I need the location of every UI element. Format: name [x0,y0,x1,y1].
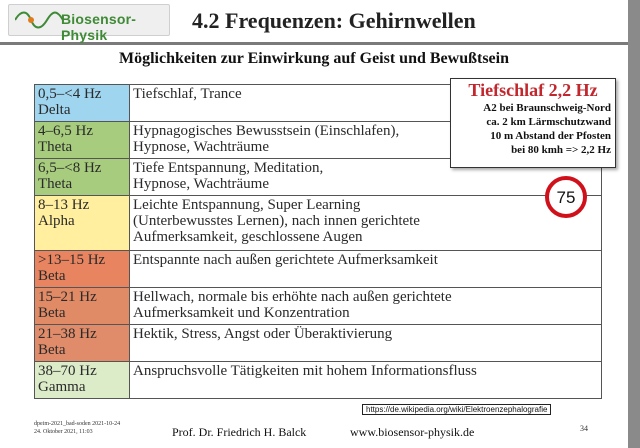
table-row [35,325,602,362]
freq-cell: 0,5–<4 Hz Delta [35,85,130,122]
table-row [35,251,602,288]
freq-cell: 6,5–<8 Hz Theta [35,159,130,196]
desc-cell: Hektik, Stress, Angst oder Überaktivierung [130,325,602,362]
info-line: 10 m Abstand der Pfosten [490,130,611,142]
footer-meta: dpeim-2021_bad-soden 2021-10-24 24. Oktober 2021, 11:03 [34,421,121,435]
desc-cell: Hellwach, normale bis erhöhte nach außen gerichtete Aufmerksamkeit und Konzentration [130,288,602,325]
freq-cell: >13–15 Hz Beta [35,251,130,288]
table-row [35,196,602,251]
freq-cell: 8–13 Hz Alpha [35,196,130,251]
sine-wave-icon [15,10,63,30]
desc-cell: Leichte Entspannung, Super Learning (Unterbewusstes Lernen), nach innen gerichtete Aufmerksamkeit, geschlossene Augen [130,196,602,251]
freq-cell: 38–70 Hz Gamma [35,362,130,399]
desc-cell: Tiefe Entspannung, Meditation, Hypnose, Wachträume [130,159,602,196]
slide-title: 4.2 Frequenzen: Gehirnwellen [192,8,476,33]
slide-subtitle: Möglichkeiten zur Einwirkung auf Geist und Bewußtsein [119,50,509,67]
table-row [35,362,602,399]
info-line: A2 bei Braunschweig-Nord [483,102,611,114]
header-bar [0,0,628,45]
info-title: Tiefschlaf 2,2 Hz [468,80,598,100]
desc-cell: Hypnagogisches Bewusstsein (Einschlafen), Hypnose, Wachträume [130,122,602,159]
logo-text: Biosensor-Physik [61,11,137,43]
freq-cell: 21–38 Hz Beta [35,325,130,362]
footer-author: Prof. Dr. Friedrich H. Balck [172,425,307,439]
speed-limit-value: 75 [556,188,576,207]
desc-cell: Anspruchsvolle Tätigkeiten mit hohem Informationsfluss [130,362,602,399]
desc-cell: Tiefschlaf, Trance [130,85,602,122]
freq-cell: 15–21 Hz Beta [35,288,130,325]
info-box [450,78,616,168]
freq-cell: 4–6,5 Hz Theta [35,122,130,159]
footer-website: www.biosensor-physik.de [350,425,475,439]
table-row [35,288,602,325]
window-edge [628,0,640,448]
page-number: 34 [580,424,588,433]
source-link[interactable]: https://de.wikipedia.org/wiki/Elektroenzephalografie [362,404,551,415]
desc-cell: Entspannte nach außen gerichtete Aufmerksamkeit [130,251,602,288]
speed-limit-sign-icon [545,176,587,218]
logo [8,4,170,43]
info-line: bei 80 kmh => 2,2 Hz [511,144,611,156]
info-line: ca. 2 km Lärmschutzwand [486,116,611,128]
